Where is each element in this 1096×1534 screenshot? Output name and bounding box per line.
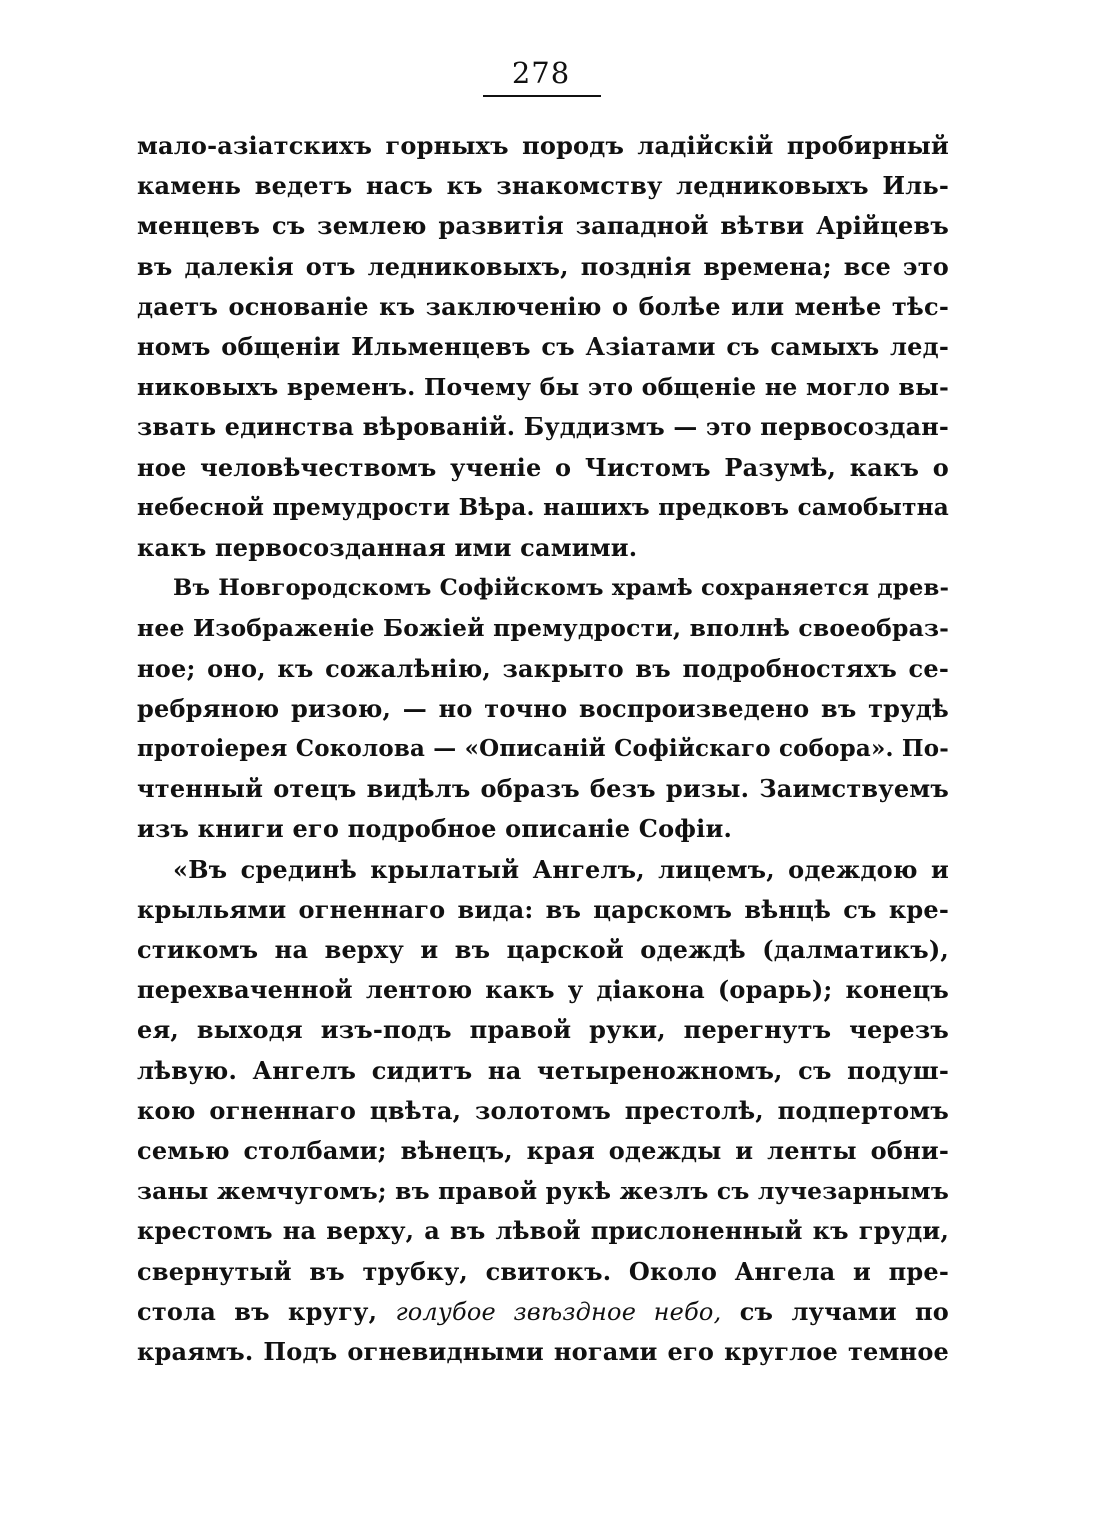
text-line: свернутый въ трубку, свитокъ. Около Ангела и пре-: [137, 1256, 949, 1286]
text-run: съ лучами по: [721, 1296, 949, 1326]
text-line: ное человѣчествомъ ученіе о Чистомъ Разумѣ, какъ о: [137, 452, 949, 482]
text-line: «Въ срединѣ крылатый Ангелъ, лицемъ, одеждою и: [173, 854, 949, 884]
text-line: чтенный отецъ видѣлъ образъ безъ ризы. Заимствуемъ: [137, 774, 949, 804]
text-line: небесной премудрости Вѣра. нашихъ предковъ самобытна: [137, 493, 949, 521]
text-line: лѣвую. Ангелъ сидитъ на четыреножномъ, съ подуш-: [137, 1055, 949, 1085]
text-line: Въ Новгородскомъ Софійскомъ храмѣ сохраняется древ-: [173, 575, 950, 602]
text-line: перехваченной лентою какъ у діакона (орарь); конецъ: [137, 975, 949, 1005]
text-line: крыльями огненнаго вида: въ царскомъ вѣнцѣ съ кре-: [137, 894, 949, 924]
text-line: ребряною ризою, — но точно воспроизведено въ трудѣ: [137, 693, 949, 723]
text-line: какъ первосозданная ими самими.: [137, 533, 638, 563]
text-line: семью столбами; вѣнецъ, края одежды и ленты обни-: [137, 1136, 949, 1166]
italic-phrase: голубое звѣздное небо,: [395, 1297, 722, 1326]
text-line: заны жемчугомъ; въ правой рукѣ жезлъ съ лучезарнымъ: [137, 1177, 949, 1206]
text-line: въ далекія отъ ледниковыхъ, позднія времена; все это: [137, 251, 949, 281]
text-line: номъ общеніи Ильменцевъ съ Азіатами съ самыхъ лед-: [137, 332, 949, 362]
text-line: никовыхъ временъ. Почему бы это общеніе не могло вы-: [137, 373, 949, 402]
body-text: [137, 126, 949, 1372]
text-line: изъ книги его подробное описаніе Софіи.: [137, 814, 733, 844]
text-line: менцевъ съ землею развитія западной вѣтви Арійцевъ: [137, 211, 949, 241]
page-number-rule: [483, 95, 601, 97]
text-line: ное; оно, къ сожалѣнію, закрыто въ подробностяхъ се-: [137, 653, 949, 683]
text-line: кою огненнаго цвѣта, золотомъ престолѣ, подпертомъ: [137, 1095, 949, 1125]
text-line: стикомъ на верху и въ царской одеждѣ (далматикъ),: [137, 935, 949, 965]
text-line: мало-азіатскихъ горныхъ породъ ладійскій пробирный: [137, 131, 949, 160]
text-run: стола въ кругу,: [137, 1296, 396, 1326]
text-line: звать единства вѣрованій. Буддизмъ — это первосоздан-: [137, 413, 950, 442]
text-line: крестомъ на верху, а въ лѣвой прислоненный къ груди,: [137, 1216, 949, 1246]
text-line: краямъ. Подъ огневидными ногами его круглое темное: [137, 1337, 949, 1367]
text-line: нее Изображеніе Божіей премудрости, вполнѣ своеобраз-: [137, 614, 950, 643]
text-line: протоіерея Соколова — «Описаній Софійскаго собора». По-: [137, 735, 949, 763]
text-line: камень ведетъ насъ къ знакомству ледниковыхъ Иль-: [137, 171, 949, 201]
text-line: даетъ основаніе къ заключенію о болѣе или менѣе тѣс-: [137, 291, 949, 321]
text-line-with-italic: [137, 1292, 949, 1332]
page-number: 278: [511, 56, 571, 90]
text-line: ея, выходя изъ-подъ правой руки, перегнутъ черезъ: [137, 1015, 949, 1045]
